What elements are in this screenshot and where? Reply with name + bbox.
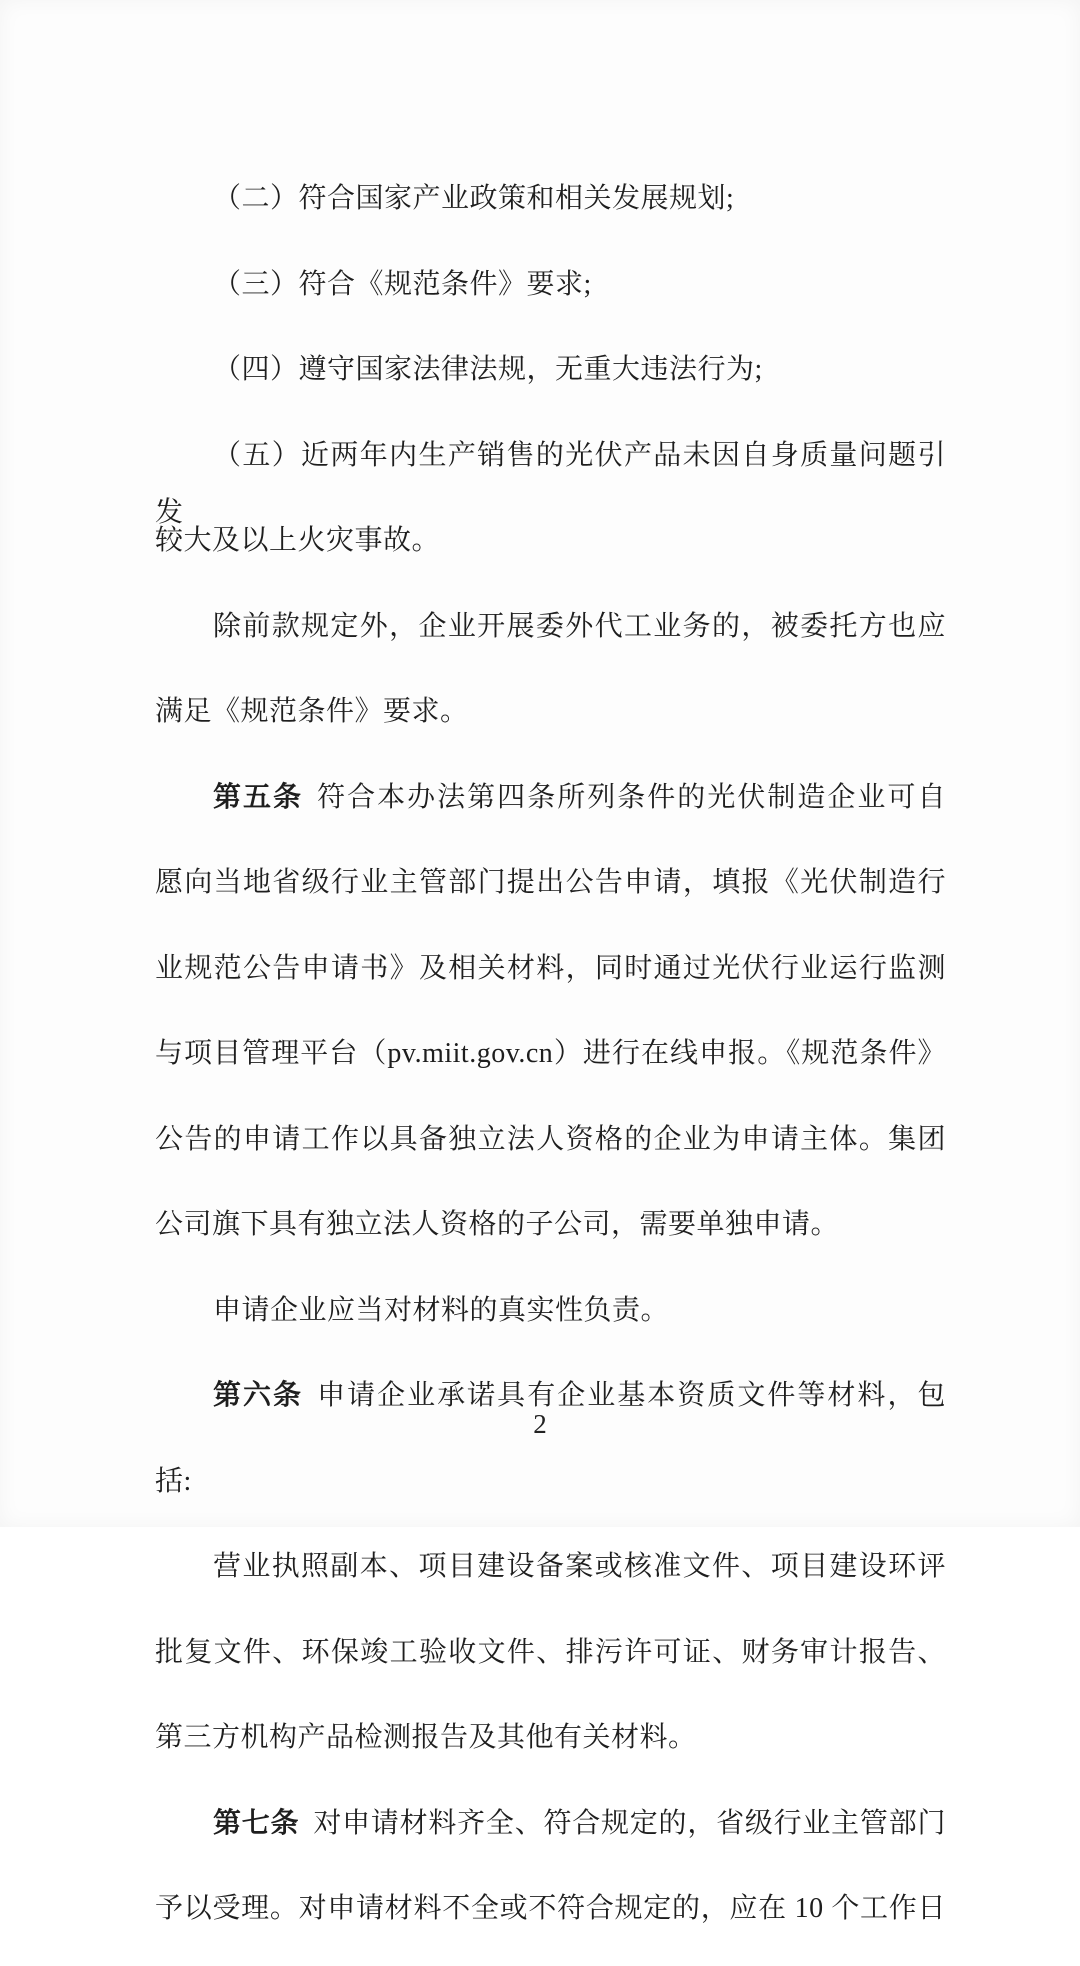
text-line: 予以受理。对申请材料不全或不符合规定的，应在 10 个工作日 [155,1893,946,1924]
text-line: 公告的申请工作以具备独立法人资格的企业为申请主体。集团 [155,1123,946,1155]
text-line: 除前款规定外，企业开展委外代工业务的，被委托方也应 [213,610,946,642]
text-line: 第三方机构产品检测报告及其他有关材料。 [155,1722,697,1753]
article-text: 对申请材料齐全、符合规定的，省级行业主管部门 [313,1807,946,1839]
text-line: 业规范公告申请书》及相关材料，同时通过光伏行业运行监测 [155,952,946,984]
article-text: 申请企业承诺具有企业基本资质文件等材料，包 [317,1380,946,1411]
text-line: 公司旗下具有独立法人资格的子公司，需要单独申请。 [155,1209,840,1240]
text-line: 愿向当地省级行业主管部门提出公告申请，填报《光伏制造行 [155,867,946,898]
text-line: 括: [155,1465,192,1497]
text-line: 满足《规范条件》要求。 [155,696,469,727]
text-line: 与项目管理平台（pv.miit.gov.cn）进行在线申报。《规范条件》 [155,1038,946,1069]
text-line: （三）符合《规范条件》要求; [213,268,592,300]
article-number: 第六条 [213,1380,304,1411]
document-body [155,142,946,1966]
article-number: 第七条 [213,1807,300,1839]
page-number: 2 [533,1409,547,1439]
article-text: 符合本办法第四条所列条件的光伏制造企业可自 [317,781,946,813]
text-line: 营业执照副本、项目建设备案或核准文件、项目建设环评 [213,1551,946,1582]
text-line: （四）遵守国家法律法规，无重大违法行为; [213,354,763,385]
text-line [155,1795,946,1853]
text-line: （二）符合国家产业政策和相关发展规划; [213,183,735,214]
text-line: （五）近两年内生产销售的光伏产品未因自身质量问题引发 [155,439,946,528]
text-line: 较大及以上火灾事故。 [155,525,441,556]
text-line [155,769,946,827]
article-number: 第五条 [213,781,304,813]
text-line: 批复文件、环保竣工验收文件、排污许可证、财务审计报告、 [155,1636,946,1668]
text-line: 申请企业应当对材料的真实性负责。 [213,1294,670,1326]
